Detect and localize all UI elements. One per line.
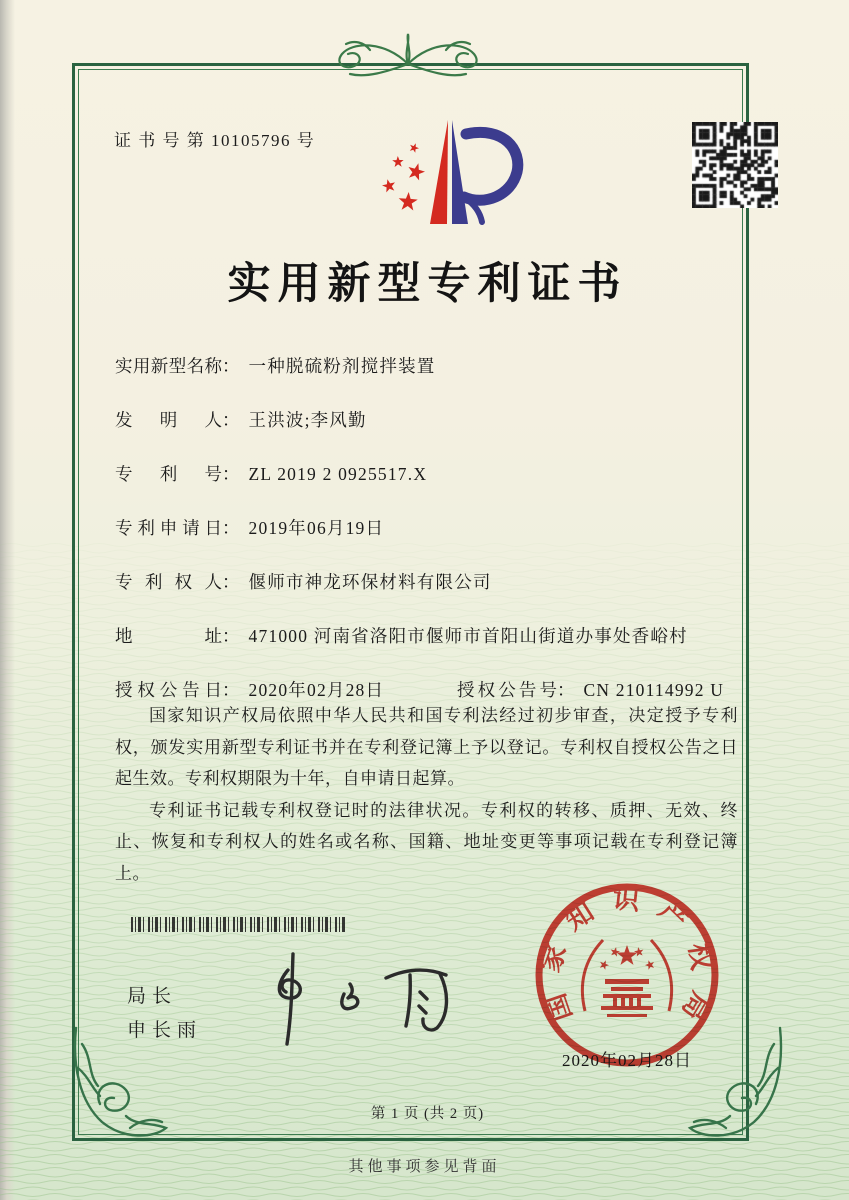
back-note: 其他事项参见背面 (348, 1159, 501, 1175)
patent-number: ZL 2019 2 0925517.X (248, 464, 428, 484)
legal-text (115, 700, 738, 889)
certificate-number: 证 书 号 第 10105796 号 (114, 131, 316, 150)
colon: ： (222, 680, 240, 700)
field-label: 地址 (115, 626, 222, 646)
field-row-inventor (115, 406, 739, 434)
field-row-address (115, 622, 739, 650)
field-label: 专利号 (115, 464, 222, 484)
field-label: 专利申请日 (115, 518, 222, 538)
colon: ： (222, 464, 240, 484)
field-label: 发明人 (115, 410, 222, 430)
legal-paragraph-1: 国家知识产权局依照中华人民共和国专利法经过初步审查，决定授予专利权，颁发实用新型专利证书并在专利登记簿上予以登记。专利权自授权公告之日起生效。专利权期限为十年，自申请日起算。 (115, 706, 738, 788)
commissioner-signature (258, 950, 468, 1055)
inventor-names: 王洪波;李风勤 (248, 410, 367, 430)
legal-paragraph-2: 专利证书记载专利权登记时的法律状况。专利权的转移、质押、无效、终止、恢复和专利权人的姓名或名称、国籍、地址变更等事项记载在专利登记簿上。 (115, 800, 738, 883)
scan-page-edge (0, 0, 15, 1200)
commissioner-title: 局长 (127, 986, 178, 1007)
grant-publication-number: CN 210114992 U (583, 680, 725, 700)
patentee-name: 偃师市神龙环保材料有限公司 (248, 572, 492, 592)
field-label: 专利权人 (115, 572, 222, 592)
patentee-address: 471000 河南省洛阳市偃师市首阳山街道办事处香峪村 (248, 626, 688, 646)
page-number: 第 1 页 (共 2 页) (370, 1106, 485, 1122)
colon: ： (222, 572, 240, 592)
filing-date: 2019年06月19日 (248, 518, 385, 538)
colon: ： (557, 680, 575, 700)
field-row-name (115, 352, 739, 380)
qr-code (692, 122, 778, 208)
colon: ： (222, 410, 240, 430)
field-label: 授权公告号 (457, 680, 557, 700)
field-label: 实用新型名称 (115, 356, 222, 376)
colon: ： (222, 518, 240, 538)
barcode (131, 917, 346, 932)
colon: ： (222, 626, 240, 646)
national-emblem (582, 940, 671, 1017)
colon: ： (222, 356, 240, 376)
cnipa-logo (368, 110, 536, 238)
certificate-title: 实用新型专利证书 (227, 261, 628, 308)
utility-model-name: 一种脱硫粉剂搅拌装置 (248, 356, 436, 376)
seal-date: 2020年02月28日 (562, 1051, 692, 1070)
field-row-filing-date (115, 514, 739, 542)
certificate-fields (115, 352, 739, 730)
field-row-patent-no (115, 460, 739, 488)
commissioner-block (127, 980, 202, 1048)
field-label: 授权公告日 (115, 680, 222, 700)
grant-date: 2020年02月28日 (248, 680, 385, 700)
seal-agency-text: 国家知识产权局 (534, 883, 720, 1040)
field-row-patentee (115, 568, 739, 596)
commissioner-name: 申长雨 (127, 1020, 203, 1041)
